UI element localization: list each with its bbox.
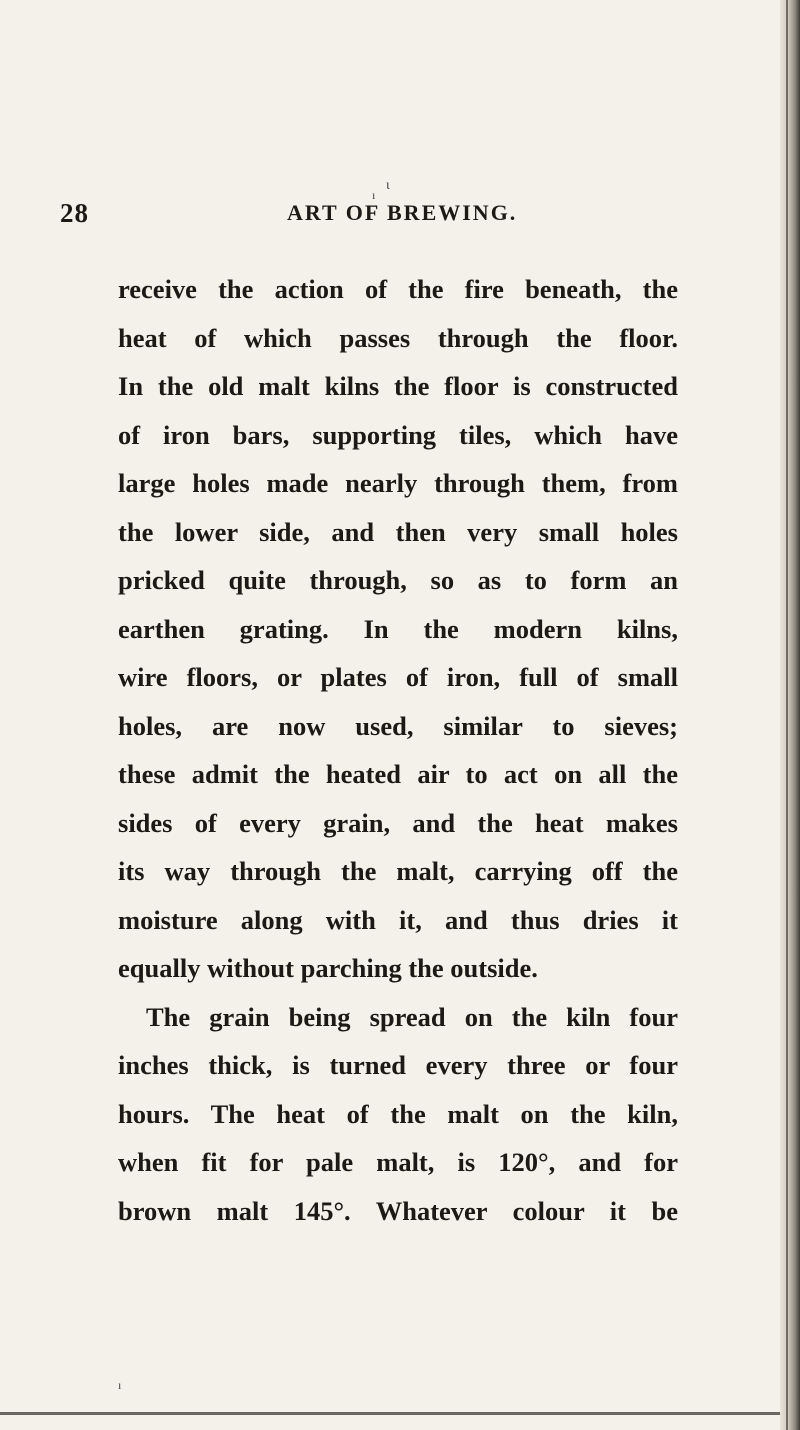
text-line: its way through the malt, carrying off the [118, 856, 678, 886]
text-line: In the old malt kilns the floor is constructed [118, 371, 678, 401]
text-line: The grain being spread on the kiln four [146, 1001, 678, 1032]
ink-speck: ı [118, 1378, 122, 1392]
text-line: wire floors, or plates of iron, full of small [118, 662, 678, 692]
running-head: ART OF BREWING. [287, 200, 518, 225]
text-line: these admit the heated air to act on all the [118, 759, 678, 789]
body-text [118, 265, 678, 1235]
text-line: inches thick, is turned every three or four [118, 1050, 678, 1080]
page-number: 28 [60, 198, 89, 228]
text-line: holes, are now used, similar to sieves; [118, 710, 678, 741]
ink-speck: ı [372, 188, 376, 202]
text-line: the lower side, and then very small holes [118, 516, 678, 547]
text-line: heat of which passes through the floor. [118, 322, 678, 353]
text-line: earthen grating. In the modern kilns, [118, 613, 678, 644]
page-bottom-edge [0, 1412, 780, 1415]
ink-speck: ɩ [386, 178, 390, 193]
text-line: moisture along with it, and thus dries it [118, 904, 678, 935]
text-line: when fit for pale malt, is 120°, and for [118, 1147, 678, 1177]
text-line: hours. The heat of the malt on the kiln, [118, 1098, 678, 1129]
page-right-edge [780, 0, 800, 1430]
text-line: pricked quite through, so as to form an [118, 565, 678, 595]
text-line: brown malt 145°. Whatever colour it be [118, 1195, 678, 1226]
text-line: equally without parching the outside. [118, 953, 538, 983]
binding-shadow [786, 0, 788, 1430]
text-line: receive the action of the fire beneath, the [118, 274, 678, 304]
text-line: large holes made nearly through them, from [118, 468, 678, 498]
text-line: of iron bars, supporting tiles, which have [118, 419, 678, 450]
text-line: sides of every grain, and the heat makes [118, 807, 678, 838]
